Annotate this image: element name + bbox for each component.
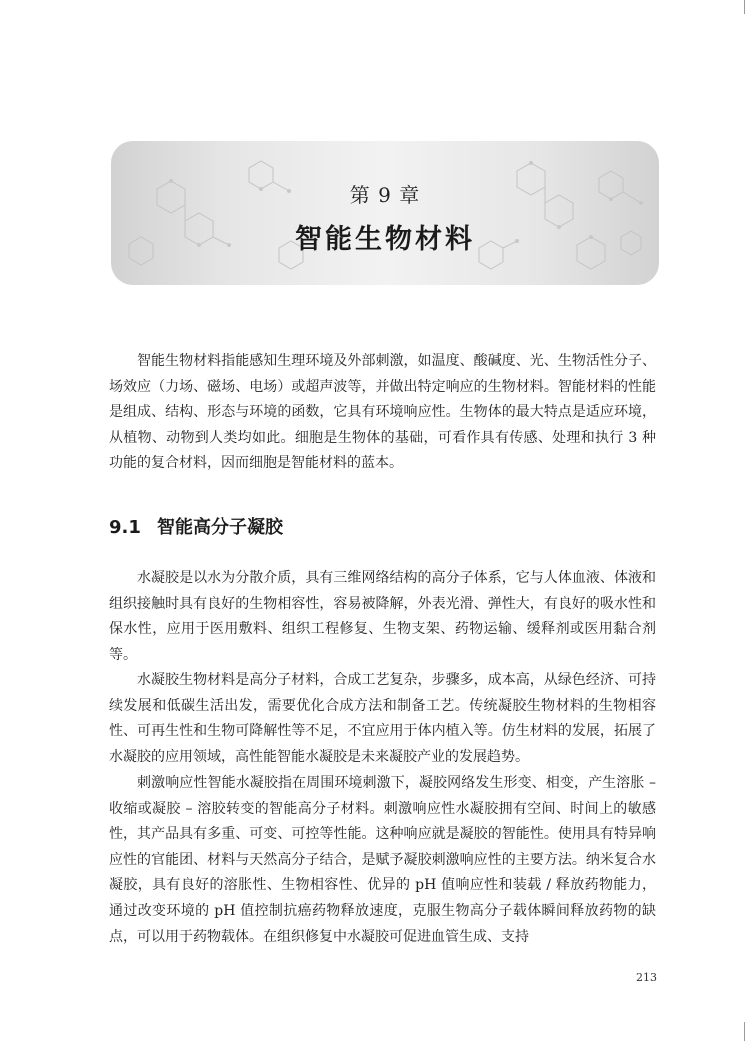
chapter-title: 智能生物材料 <box>295 224 475 255</box>
body-paragraph: 水凝胶生物材料是高分子材料，合成工艺复杂，步骤多，成本高，从绿色经济、可持续发展和低碳生活出发，需要优化合成方法和制备工艺。传统凝胶生物材料的生物相容性、可再生性和生物可降解性等不足，不宜应用于体内植入等。仿生材料的发展，拓展了水凝胶的应用领域，高性能智能水凝胶是未来凝胶产业的发展趋势。 <box>109 672 656 765</box>
section-number: 9.1 <box>109 517 141 538</box>
body-paragraph: 刺激响应性智能水凝胶指在周围环境刺激下，凝胶网络发生形变、相变，产生溶胀 – 收缩或凝胶 – 溶胶转变的智能高分子材料。刺激响应性水凝胶拥有空间、时间上的敏感性，其产品具有多重、可变、可控等性能。这种响应就是凝胶的智能性。使用具有特异响应性的官能团、材料与天然高分子结合，是赋予凝胶刺激响应性的主要方法。纳米复合水凝胶，具有良好的溶胀性、生物相容性、优异的 pH 值响应性和装载 / 释放药物能力，通过改变环境的 pH 值控制抗癌药物释放速度，克服生物高分子载体瞬间释放药物的缺点，可以用于药物载体。在组织修复中水凝胶可促进血管生成、支持 <box>109 775 656 945</box>
chapter-label: 第 9 章 <box>349 183 421 207</box>
page-number: 213 <box>636 971 657 984</box>
section-heading <box>109 513 283 539</box>
chapter-banner <box>111 141 659 285</box>
body-paragraph: 水凝胶是以水为分散介质，具有三维网络结构的高分子体系，它与人体血液、体液和组织接触时具有良好的生物相容性，容易被降解，外表光滑、弹性大，有良好的吸水性和保水性，应用于医用敷料、组织工程修复、生物支架、药物运输、缓释剂或医用黏合剂等。 <box>109 570 656 663</box>
section-title: 智能高分子凝胶 <box>157 517 283 538</box>
molecule-pattern <box>111 141 659 285</box>
margin-rule <box>744 1022 745 1041</box>
margin-rule <box>744 0 745 14</box>
intro-paragraph: 智能生物材料指能感知生理环境及外部刺激，如温度、酸碱度、光、生物活性分子、场效应（力场、磁场、电场）或超声波等，并做出特定响应的生物材料。智能材料的性能是组成、结构、形态与环境的函数，它具有环境响应性。生物体的最大特点是适应环境，从植物、动物到人类均如此。细胞是生物体的基础，可看作具有传感、处理和执行 3 种功能的复合材料，因而细胞是智能材料的蓝本。 <box>109 353 656 472</box>
